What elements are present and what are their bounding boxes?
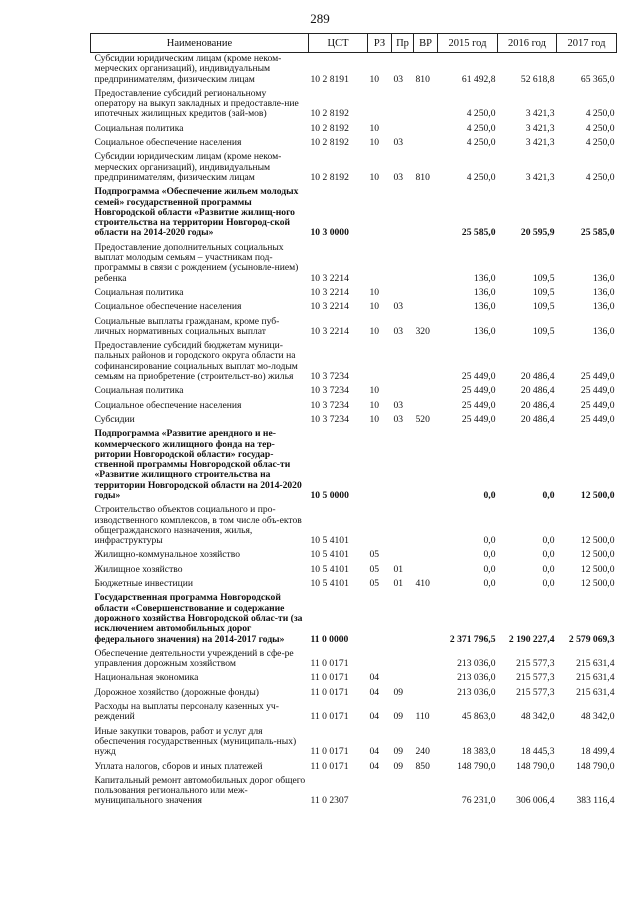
cell-pr: 03 [393,301,404,313]
cell-2017: 148 790,0 [576,760,615,772]
cell-vr: 320 [415,325,430,337]
col-header-pr: Пр [392,34,414,53]
cell-cst: 11 0 0171 [310,658,349,670]
cell-rz: 04 [369,760,380,772]
cell-rz: 10 [369,301,380,313]
cell-cst: 11 0 0171 [310,760,349,772]
cell-2015: 0,0 [483,563,496,575]
table-row [91,124,617,138]
table-row [91,429,617,505]
cell-2017: 18 499,4 [580,746,615,758]
cell-2017: 215 631,4 [576,686,615,698]
table-body [91,53,617,811]
cell-vr: 810 [415,171,430,183]
cell-cst: 10 3 2214 [310,272,349,284]
cell-2016: 2 190 227,4 [508,633,555,645]
cell-cst: 10 2 8192 [310,171,349,183]
cell-pr: 01 [393,578,404,590]
cell-2015: 25 449,0 [461,371,496,383]
cell-pr [392,593,414,648]
col-header-cst: ЦСТ [309,34,368,53]
table-row [91,762,617,776]
cell-2015: 148 790,0 [457,760,496,772]
table-row [91,89,617,124]
cell-vr [414,776,438,811]
cell-2015: 25 449,0 [461,399,496,411]
cell-2015: 213 036,0 [457,686,496,698]
cell-vr [414,550,438,564]
cell-rz: 04 [369,672,380,684]
cell-pr [392,429,414,505]
cell-name: Расходы на выплаты персоналу казенных уч-реждений [94,701,279,723]
cell-vr: 410 [415,578,430,590]
cell-name: Социальное обеспечение населения [94,399,242,411]
cell-pr: 03 [393,171,404,183]
table-row [91,401,617,415]
cell-vr [414,288,438,302]
cell-vr [414,565,438,579]
cell-2017: 136,0 [592,325,615,337]
cell-rz [368,243,392,288]
cell-2017: 4 250,0 [585,122,615,134]
cell-cst: 11 0 0171 [310,711,349,723]
cell-2016: 0,0 [542,563,555,575]
cell-2015: 25 585,0 [461,227,496,239]
col-header-name: Наименование [91,34,309,53]
cell-cst: 10 2 8192 [310,122,349,134]
cell-2016: 0,0 [542,489,555,501]
cell-2016: 148 790,0 [516,760,555,772]
cell-name: Бюджетные инвестиции [94,578,193,590]
cell-2016: 20 486,4 [520,399,555,411]
table-row [91,565,617,579]
cell-rz [368,89,392,124]
cell-name: Жилищно-коммунальное хозяйство [94,549,241,561]
cell-2016: 3 421,3 [525,108,555,120]
cell-cst: 10 3 2214 [310,325,349,337]
cell-rz: 10 [369,325,380,337]
cell-2015: 213 036,0 [457,658,496,670]
cell-pr: 09 [393,686,404,698]
table-row [91,341,617,386]
cell-vr [414,649,438,674]
cell-cst: 11 0 2307 [310,795,349,807]
cell-pr: 03 [393,325,404,337]
cell-2015: 4 250,0 [466,108,496,120]
cell-2017: 25 449,0 [580,413,615,425]
cell-2016: 215 577,3 [516,672,555,684]
cell-vr: 110 [415,711,430,723]
cell-2017: 4 250,0 [585,171,615,183]
cell-rz: 05 [369,578,380,590]
cell-cst: 10 3 0000 [310,227,349,239]
cell-rz: 04 [369,711,380,723]
col-header-2016: 2016 год [498,34,557,53]
cell-cst: 10 3 7234 [310,385,349,397]
cell-2017: 4 250,0 [585,108,615,120]
cell-name: Подпрограмма «Обеспечение жильем молодых семей» государственной программы Новгородской области «Развитие жилищ-ного строительства на территории Новгород-ской области на 2014-2020 годы» [94,186,299,239]
table-row [91,53,617,89]
cell-name: Строительство объектов социального и про-изводственного комплексов, в том числе объ-ектов общегражданского назначения, жилья, инфраструктуры [94,504,302,547]
cell-vr [414,593,438,648]
cell-2015: 2 371 796,5 [449,633,496,645]
cell-name: Подпрограмма «Развитие арендного и не-коммерческого жилищного фонда на тер-ритории Новгородской области» государ-ственной программы Новгородской облас-ти «Развитие жилищного строительства на территории Новгородской области на 2014-2020 годы» [94,428,302,501]
cell-2016: 20 595,9 [520,227,555,239]
cell-2015: 45 863,0 [461,711,496,723]
cell-rz: 10 [369,122,380,134]
cell-2015: 136,0 [473,272,496,284]
cell-pr [392,341,414,386]
cell-2017: 383 116,4 [576,795,615,807]
cell-vr [414,89,438,124]
cell-rz: 10 [369,399,380,411]
cell-2016: 3 421,3 [525,171,555,183]
cell-pr: 09 [393,711,404,723]
col-header-vr: ВР [414,34,438,53]
cell-2015: 61 492,8 [461,73,496,85]
cell-2017: 25 449,0 [580,385,615,397]
cell-pr [392,776,414,811]
cell-2017: 12 500,0 [580,563,615,575]
cell-2016: 215 577,3 [516,686,555,698]
cell-cst: 10 3 2214 [310,286,349,298]
cell-pr: 01 [393,563,404,575]
cell-2017: 65 365,0 [580,73,615,85]
cell-vr [414,386,438,400]
cell-pr [392,673,414,687]
cell-name: Социальная политика [94,286,184,298]
cell-2016: 0,0 [542,578,555,590]
cell-cst: 10 3 7234 [310,399,349,411]
cell-pr: 09 [393,746,404,758]
cell-name: Социальное обеспечение населения [94,301,242,313]
cell-2015: 136,0 [473,325,496,337]
cell-rz [368,187,392,242]
cell-vr [414,124,438,138]
table-row [91,727,617,762]
cell-name: Жилищное хозяйство [94,563,183,575]
table-row [91,243,617,288]
cell-vr [414,429,438,505]
cell-rz: 10 [369,171,380,183]
cell-cst: 10 2 8192 [310,108,349,120]
table-row [91,317,617,342]
cell-name: Государственная программа Новгородской области «Совершенствование и содержание дорожного хозяйства Новгородской облас-ти (за исключением автомобильных дорог федерального значения) на 2014-2017 годы» [94,592,303,645]
cell-name: Субсидии юридическим лицам (кроме неком-мерческих организаций), индивидуальным предпринимателям, физическим лицам [94,151,282,183]
cell-2017: 4 250,0 [585,137,615,149]
cell-name: Предоставление субсидий бюджетам муници-пальных районов и городского округа области на софинансирование социальных выплат мо-лодым семьям на приобретение (строительст-во) жилья [94,340,298,383]
cell-rz: 04 [369,746,380,758]
cell-pr [392,649,414,674]
table-row [91,288,617,302]
cell-name: Социальное обеспечение населения [94,137,242,149]
cell-cst: 10 5 4101 [310,535,349,547]
cell-2017: 136,0 [592,286,615,298]
table-row [91,579,617,593]
table-row [91,415,617,429]
cell-name: Национальная экономика [94,672,199,684]
cell-pr [392,124,414,138]
cell-vr [414,401,438,415]
cell-2017: 215 631,4 [576,672,615,684]
cell-pr: 03 [393,137,404,149]
cell-pr: 03 [393,413,404,425]
budget-table [90,33,617,811]
cell-name: Предоставление дополнительных социальных выплат молодым семьям – участникам под-программы в связи с рождением (усыновле-нием) ребенка [94,241,299,284]
cell-2017: 12 500,0 [580,489,615,501]
cell-2017: 48 342,0 [580,711,615,723]
cell-vr: 240 [415,746,430,758]
cell-2015: 76 231,0 [461,795,496,807]
table-row [91,776,617,811]
cell-vr [414,505,438,550]
cell-2017: 136,0 [592,272,615,284]
cell-vr: 810 [415,73,430,85]
cell-cst: 10 3 7234 [310,413,349,425]
cell-cst: 10 5 4101 [310,549,349,561]
cell-pr [392,386,414,400]
cell-name: Предоставление субсидий региональному оператору на выкуп закладных и предоставле-ние ипотечных жилищных кредитов (зай-мов) [94,87,299,120]
table-row [91,593,617,648]
cell-2015: 0,0 [483,535,496,547]
cell-rz [368,341,392,386]
col-header-2017: 2017 год [557,34,617,53]
cell-2015: 18 383,0 [461,746,496,758]
cell-2016: 20 486,4 [520,371,555,383]
cell-rz: 10 [369,137,380,149]
cell-pr [392,89,414,124]
cell-rz [368,593,392,648]
cell-name: Дорожное хозяйство (дорожные фонды) [94,686,259,698]
cell-2016: 3 421,3 [525,137,555,149]
cell-2016: 215 577,3 [516,658,555,670]
cell-2016: 0,0 [542,535,555,547]
table-row [91,505,617,550]
cell-rz: 10 [369,385,380,397]
cell-2017: 25 449,0 [580,371,615,383]
cell-2017: 136,0 [592,301,615,313]
cell-pr [392,243,414,288]
cell-rz [368,429,392,505]
cell-pr: 03 [393,399,404,411]
cell-2015: 136,0 [473,301,496,313]
cell-2015: 0,0 [483,578,496,590]
cell-cst: 10 5 4101 [310,563,349,575]
table-row [91,550,617,564]
cell-2016: 52 618,8 [520,73,555,85]
cell-2017: 2 579 069,3 [568,633,615,645]
cell-name: Субсидии [94,413,135,425]
cell-rz: 05 [369,563,380,575]
table-row [91,386,617,400]
col-header-rz: РЗ [368,34,392,53]
cell-2015: 4 250,0 [466,171,496,183]
cell-pr [392,505,414,550]
cell-2016: 0,0 [542,549,555,561]
cell-vr [414,187,438,242]
cell-2015: 25 449,0 [461,413,496,425]
cell-name: Иные закупки товаров, работ и услуг для обеспечения государственных (муниципаль-ных) нужд [94,725,297,758]
cell-vr [414,688,438,702]
cell-2016: 306 006,4 [516,795,555,807]
cell-vr [414,138,438,152]
cell-2015: 213 036,0 [457,672,496,684]
cell-cst: 10 2 8191 [310,73,349,85]
cell-2017: 12 500,0 [580,549,615,561]
table-row [91,673,617,687]
cell-name: Капитальный ремонт автомобильных дорог общего пользования регионального или меж-муниципального значения [94,774,306,807]
table-row [91,302,617,316]
cell-cst: 10 5 0000 [310,489,349,501]
cell-2016: 20 486,4 [520,413,555,425]
cell-cst: 11 0 0171 [310,672,349,684]
cell-cst: 11 0 0000 [310,633,349,645]
cell-vr: 850 [415,760,430,772]
cell-vr [414,302,438,316]
col-header-2015: 2015 год [438,34,498,53]
table-header-row [91,34,617,53]
cell-2016: 109,5 [532,301,555,313]
cell-rz [368,776,392,811]
cell-name: Субсидии юридическим лицам (кроме неком-мерческих организаций), индивидуальным предпринимателям, физическим лицам [94,53,282,85]
cell-2015: 0,0 [483,489,496,501]
cell-2016: 18 445,3 [520,746,555,758]
cell-name: Обеспечение деятельности учреждений в сфе-ре управления дорожным хозяйством [94,647,294,670]
cell-2017: 215 631,4 [576,658,615,670]
cell-2015: 25 449,0 [461,385,496,397]
cell-2017: 25 449,0 [580,399,615,411]
table-row [91,649,617,674]
cell-name: Уплата налогов, сборов и иных платежей [94,760,263,772]
cell-rz: 10 [369,286,380,298]
page-number: 289 [310,11,330,26]
cell-pr: 09 [393,760,404,772]
cell-2015: 136,0 [473,286,496,298]
cell-pr: 03 [393,73,404,85]
cell-name: Социальная политика [94,122,184,134]
cell-2017: 12 500,0 [580,535,615,547]
cell-cst: 11 0 0171 [310,746,349,758]
cell-2017: 12 500,0 [580,578,615,590]
table-row [91,152,617,187]
cell-name: Социальные выплаты гражданам, кроме пуб-личных нормативных социальных выплат [94,315,280,337]
cell-2015: 0,0 [483,549,496,561]
cell-rz: 10 [369,413,380,425]
cell-rz [368,649,392,674]
cell-vr [414,673,438,687]
cell-rz: 10 [369,73,380,85]
cell-2016: 20 486,4 [520,385,555,397]
cell-rz: 05 [369,549,380,561]
cell-2016: 3 421,3 [525,122,555,134]
cell-vr: 520 [415,413,430,425]
cell-2015: 4 250,0 [466,137,496,149]
table-row [91,688,617,702]
cell-2015: 4 250,0 [466,122,496,134]
cell-2016: 109,5 [532,286,555,298]
cell-vr [414,243,438,288]
cell-pr [392,550,414,564]
cell-name: Социальная политика [94,385,184,397]
cell-cst: 10 2 8192 [310,137,349,149]
cell-pr [392,288,414,302]
cell-pr [392,187,414,242]
cell-2016: 109,5 [532,272,555,284]
table-row [91,702,617,727]
cell-rz: 04 [369,686,380,698]
cell-cst: 10 3 7234 [310,371,349,383]
cell-cst: 10 3 2214 [310,301,349,313]
table-row [91,138,617,152]
cell-2017: 25 585,0 [580,227,615,239]
cell-rz [368,505,392,550]
table-row [91,187,617,242]
cell-vr [414,341,438,386]
cell-2016: 48 342,0 [520,711,555,723]
cell-cst: 10 5 4101 [310,578,349,590]
cell-cst: 11 0 0171 [310,686,349,698]
cell-2016: 109,5 [532,325,555,337]
